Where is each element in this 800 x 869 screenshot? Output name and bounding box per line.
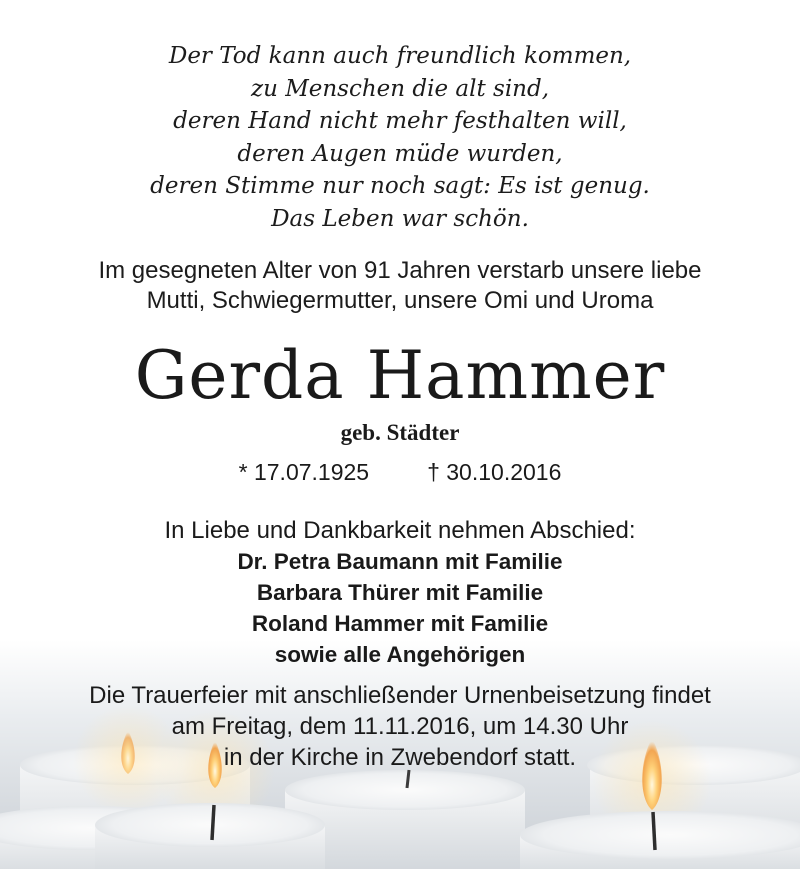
birth-date: * 17.07.1925 bbox=[238, 458, 370, 485]
poem-line: deren Augen müde wurden, bbox=[237, 140, 563, 167]
intro-text bbox=[0, 256, 800, 316]
mourner: Roland Hammer mit Familie bbox=[251, 610, 549, 636]
poem bbox=[0, 40, 800, 236]
poem-line: deren Hand nicht mehr festhalten will, bbox=[173, 108, 627, 135]
mourners-list bbox=[0, 546, 800, 670]
funeral-details bbox=[0, 680, 800, 773]
poem-line: zu Menschen die alt sind, bbox=[250, 75, 550, 102]
intro-line: Im gesegneten Alter von 91 Jahren verstarb unsere liebe bbox=[98, 256, 702, 284]
maiden-name: geb. Städter bbox=[340, 419, 460, 445]
deceased-name: Gerda Hammer bbox=[134, 336, 666, 414]
funeral-line: am Freitag, dem 11.11.2016, um 14.30 Uhr bbox=[171, 712, 629, 740]
mourners-intro: In Liebe und Dankbarkeit nehmen Abschied: bbox=[164, 516, 636, 544]
funeral-line: in der Kirche in Zwebendorf statt. bbox=[223, 743, 577, 771]
poem-line: deren Stimme nur noch sagt: Es ist genug. bbox=[150, 173, 650, 200]
mourner: sowie alle Angehörigen bbox=[274, 641, 526, 667]
mourner: Dr. Petra Baumann mit Familie bbox=[237, 548, 563, 574]
mourner: Barbara Thürer mit Familie bbox=[256, 579, 544, 605]
poem-line: Das Leben war schön. bbox=[271, 205, 529, 232]
poem-line: Der Tod kann auch freundlich kommen, bbox=[168, 43, 632, 69]
life-dates bbox=[0, 457, 800, 487]
death-date: † 30.10.2016 bbox=[427, 458, 562, 485]
candle-front-middle bbox=[95, 803, 325, 869]
candle-front-right bbox=[520, 811, 800, 869]
intro-line: Mutti, Schwiegermutter, unsere Omi und Uroma bbox=[146, 286, 654, 314]
funeral-line: Die Trauerfeier mit anschließender Urnenbeisetzung findet bbox=[89, 681, 711, 709]
